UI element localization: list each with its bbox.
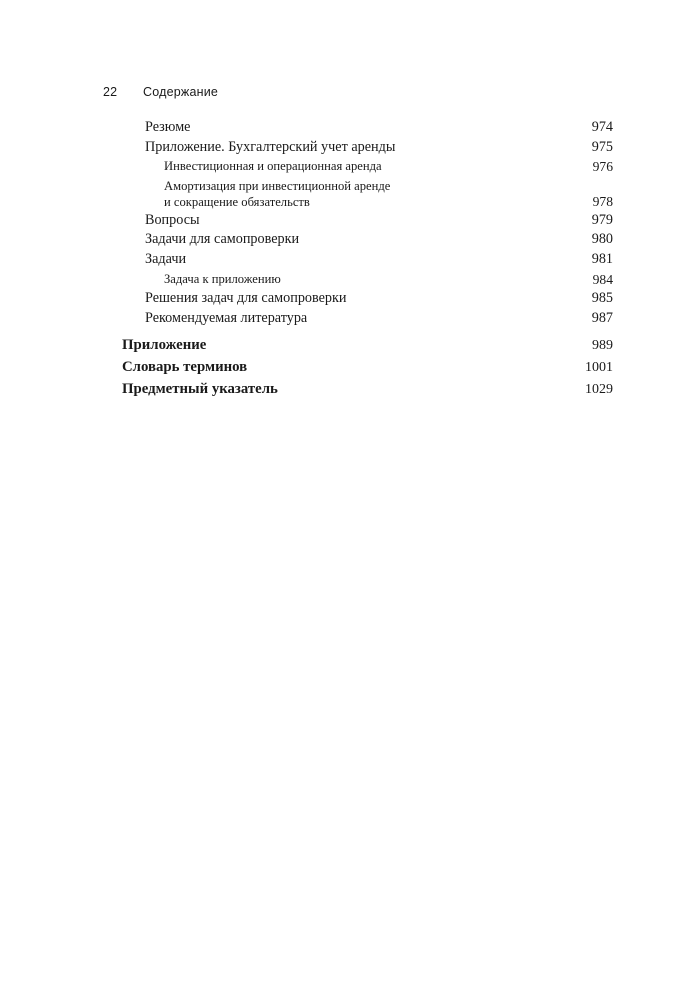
toc-entry-page: 985 bbox=[591, 290, 613, 307]
toc-entry-title-line: Амортизация при инвестиционной аренде bbox=[164, 178, 391, 193]
toc-entry[interactable] bbox=[0, 309, 694, 329]
toc-entry-title: Предметный указатель bbox=[122, 380, 278, 397]
toc-entry-title: Приложение. Бухгалтерский учет аренды bbox=[145, 138, 396, 155]
running-head-title: Содержание bbox=[143, 85, 219, 99]
toc-entry-page: 979 bbox=[591, 211, 613, 228]
toc-entry-page: 976 bbox=[592, 159, 613, 175]
toc-subentry[interactable] bbox=[0, 157, 694, 177]
toc-main-entry[interactable] bbox=[0, 357, 694, 379]
toc-entry[interactable] bbox=[0, 250, 694, 270]
toc-entry-page: 987 bbox=[591, 309, 613, 326]
toc-entry-title: Задача к приложению bbox=[164, 271, 281, 286]
toc-entry[interactable] bbox=[0, 289, 694, 309]
toc-main-entry[interactable] bbox=[0, 379, 694, 401]
toc-entry-title-line: и сокращение обязательств bbox=[164, 195, 310, 210]
toc-entry-title: Решения задач для самопроверки bbox=[145, 290, 347, 307]
toc-entry-page: 1029 bbox=[585, 381, 613, 397]
toc-entry-title: Резюме bbox=[145, 119, 191, 135]
toc-entry[interactable] bbox=[0, 230, 694, 250]
toc-entry[interactable] bbox=[0, 211, 694, 231]
toc-entry-page: 975 bbox=[591, 138, 613, 155]
toc-entry-page: 980 bbox=[591, 231, 613, 248]
page-number: 22 bbox=[103, 85, 118, 99]
toc-entry-page: 989 bbox=[592, 338, 613, 354]
toc-entry-title: Приложение bbox=[122, 337, 207, 354]
toc-entry-title: Задачи bbox=[145, 250, 187, 267]
toc-main-entry[interactable] bbox=[0, 335, 694, 357]
toc-entry-title: Инвестиционная и операционная аренда bbox=[164, 159, 382, 174]
table-of-contents bbox=[0, 118, 694, 400]
toc-entry-page: 978 bbox=[592, 194, 613, 210]
toc-entry-page: 981 bbox=[591, 250, 613, 267]
section-spacer bbox=[0, 328, 694, 335]
toc-entry-title: Рекомендуемая литература bbox=[145, 309, 308, 326]
running-head bbox=[103, 85, 218, 99]
toc-entry-page: 1001 bbox=[585, 359, 613, 375]
toc-entry-title bbox=[164, 178, 390, 211]
toc-entry[interactable] bbox=[0, 138, 694, 158]
toc-entry-title: Вопросы bbox=[145, 211, 200, 228]
toc-entry-page: 974 bbox=[591, 119, 613, 135]
toc-entry-title: Задачи для самопроверки bbox=[145, 231, 300, 248]
toc-entry-page: 984 bbox=[592, 271, 613, 287]
toc-entry-title: Словарь терминов bbox=[122, 358, 248, 375]
toc-entry[interactable] bbox=[0, 118, 694, 138]
toc-subentry[interactable] bbox=[0, 177, 694, 211]
toc-subentry[interactable] bbox=[0, 270, 694, 290]
